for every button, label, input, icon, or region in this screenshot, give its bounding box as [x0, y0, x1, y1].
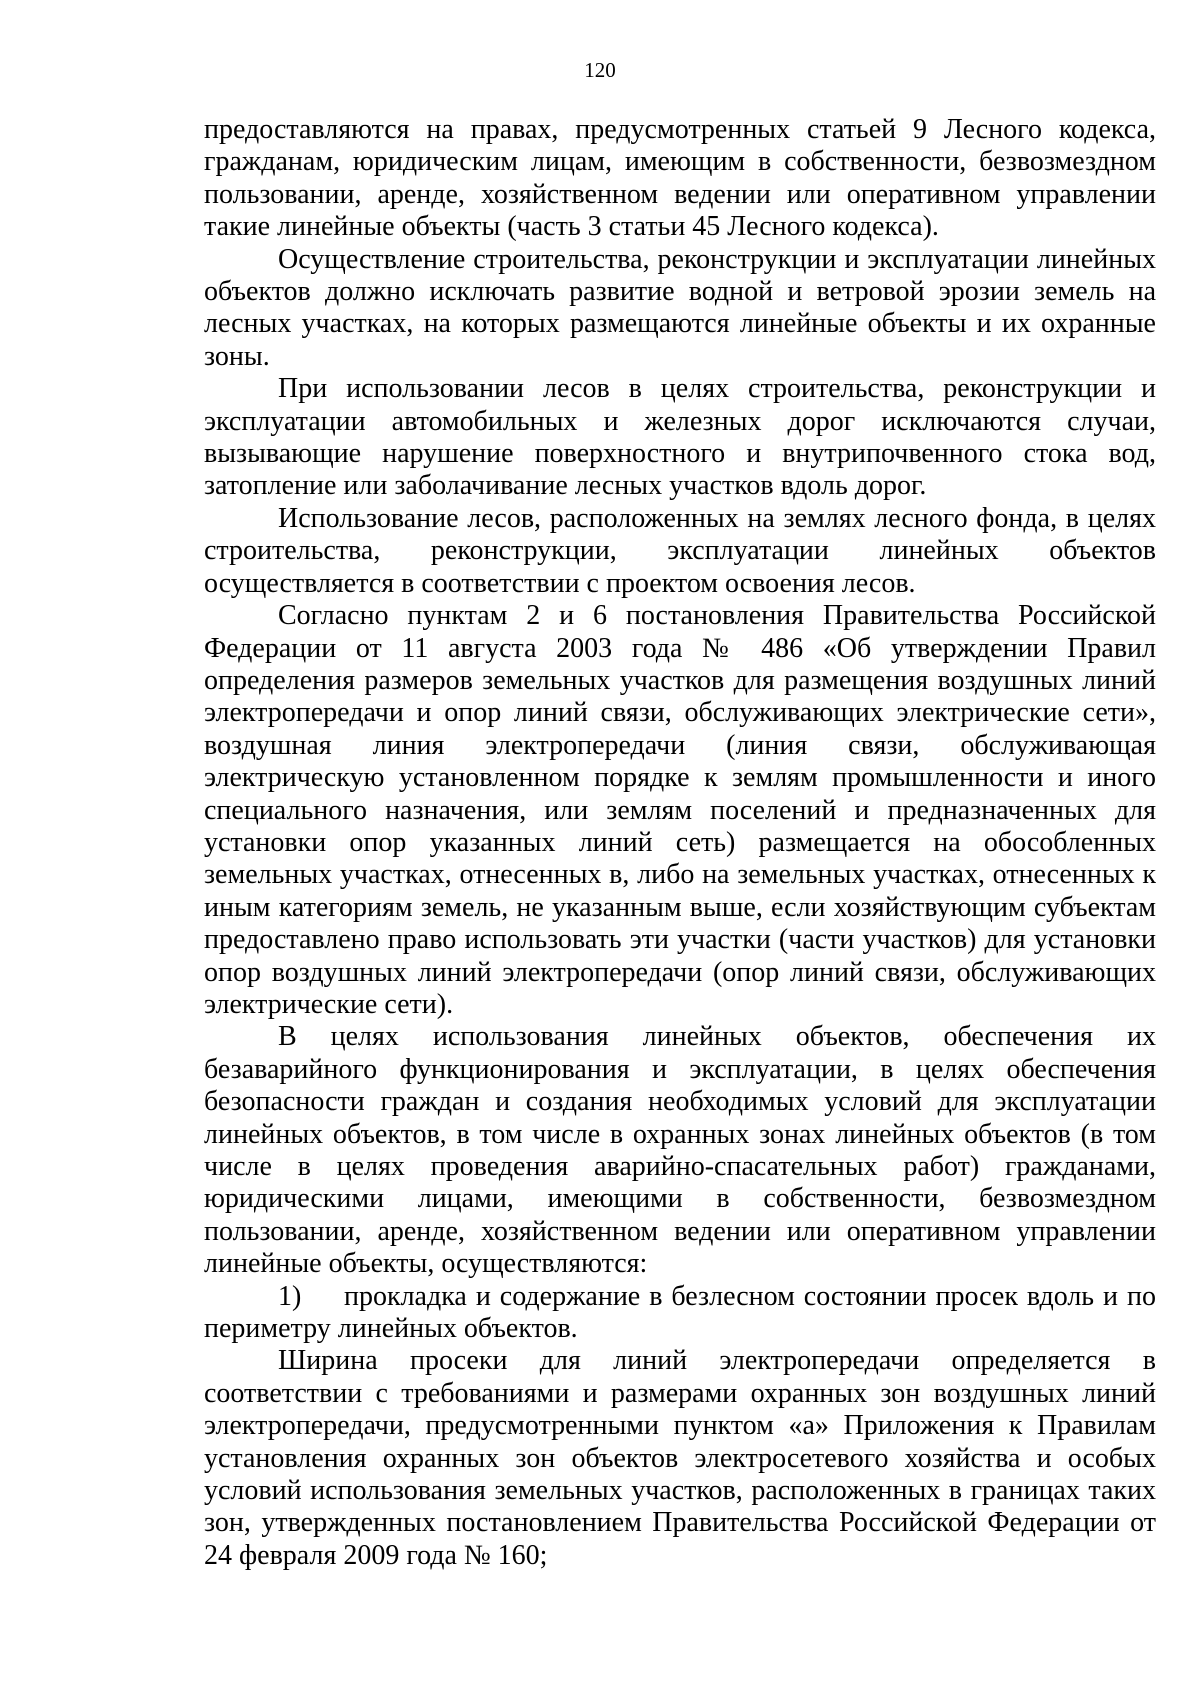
list-marker: 1) [278, 1280, 302, 1312]
document-body [204, 114, 1156, 1572]
paragraph-clearing-width: Ширина просеки для линий электропередачи определяется в соответствии с требованиями и размерами охранных зон воздушных линий электропередачи, предусмотренными пунктом «а» Приложения к Правилам установления охранных зон объектов электросетевого хозяйства и особых условий использования земельных участков, расположенных в границах таких зон, утвержденных постановлением Правительства Российской Федерации от 24 февраля 2009 года № 160; [204, 1345, 1156, 1571]
paragraph-erosion: Осуществление строительства, реконструкции и эксплуатации линейных объектов должно исключать развитие водной и ветровой эрозии земель на лесных участках, на которых размещаются линейные объекты и их охранные зоны. [204, 243, 1156, 372]
paragraph-continuation: предоставляются на правах, предусмотренных статьей 9 Лесного кодекса, гражданам, юридическим лицам, имеющим в собственности, безвозмездном пользовании, аренде, хозяйственном ведении или оперативном управлении такие линейные объекты (часть 3 статьи 45 Лесного кодекса). [204, 114, 1156, 243]
list-item-text: прокладка и содержание в безлесном состоянии просек вдоль и по периметру линейных объектов. [204, 1280, 1156, 1345]
paragraph-resolution-486: Согласно пунктам 2 и 6 постановления Правительства Российской Федерации от 11 августа 2003 года № 486 «Об утверждении Правил определения размеров земельных участков для размещения воздушных линий электропередачи и опор линий связи, обслуживающих электрические сети», воздушная линия электропередачи (линия связи, обслуживающая электрическую установленном порядке к землям промышленности и иного специального назначения, или землям поселений и предназначенных для установки опор указанных линий сеть) размещается на обособленных земельных участках, отнесенных в, либо на земельных участках, отнесенных к иным категориям земель, не указанным выше, если хозяйствующим субъектам предоставлено право использовать эти участки (части участков) для установки опор воздушных линий электропередачи (опор линий связи, обслуживающих электрические сети). [204, 600, 1156, 1020]
paragraph-roads: При использовании лесов в целях строительства, реконструкции и эксплуатации автомобильных и железных дорог исключаются случаи, вызывающие нарушение поверхностного и внутрипочвенного стока вод, затопление или заболачивание лесных участков вдоль дорог. [204, 373, 1156, 502]
paragraph-linear-objects: В целях использования линейных объектов, обеспечения их безаварийного функционирования и эксплуатации, в целях обеспечения безопасности граждан и создания необходимых условий для эксплуатации линейных объектов, в том числе в охранных зонах линейных объектов (в том числе в целях проведения аварийно-спасательных работ) гражданами, юридическими лицами, имеющими в собственности, безвозмездном пользовании, аренде, хозяйственном ведении или оперативном управлении линейные объекты, осуществляются: [204, 1021, 1156, 1280]
paragraph-forest-use: Использование лесов, расположенных на землях лесного фонда, в целях строительства, реконструкции, эксплуатации линейных объектов осуществляется в соответствии с проектом освоения лесов. [204, 502, 1156, 599]
page-number: 120 [584, 58, 616, 82]
list-item [204, 1281, 1156, 1346]
